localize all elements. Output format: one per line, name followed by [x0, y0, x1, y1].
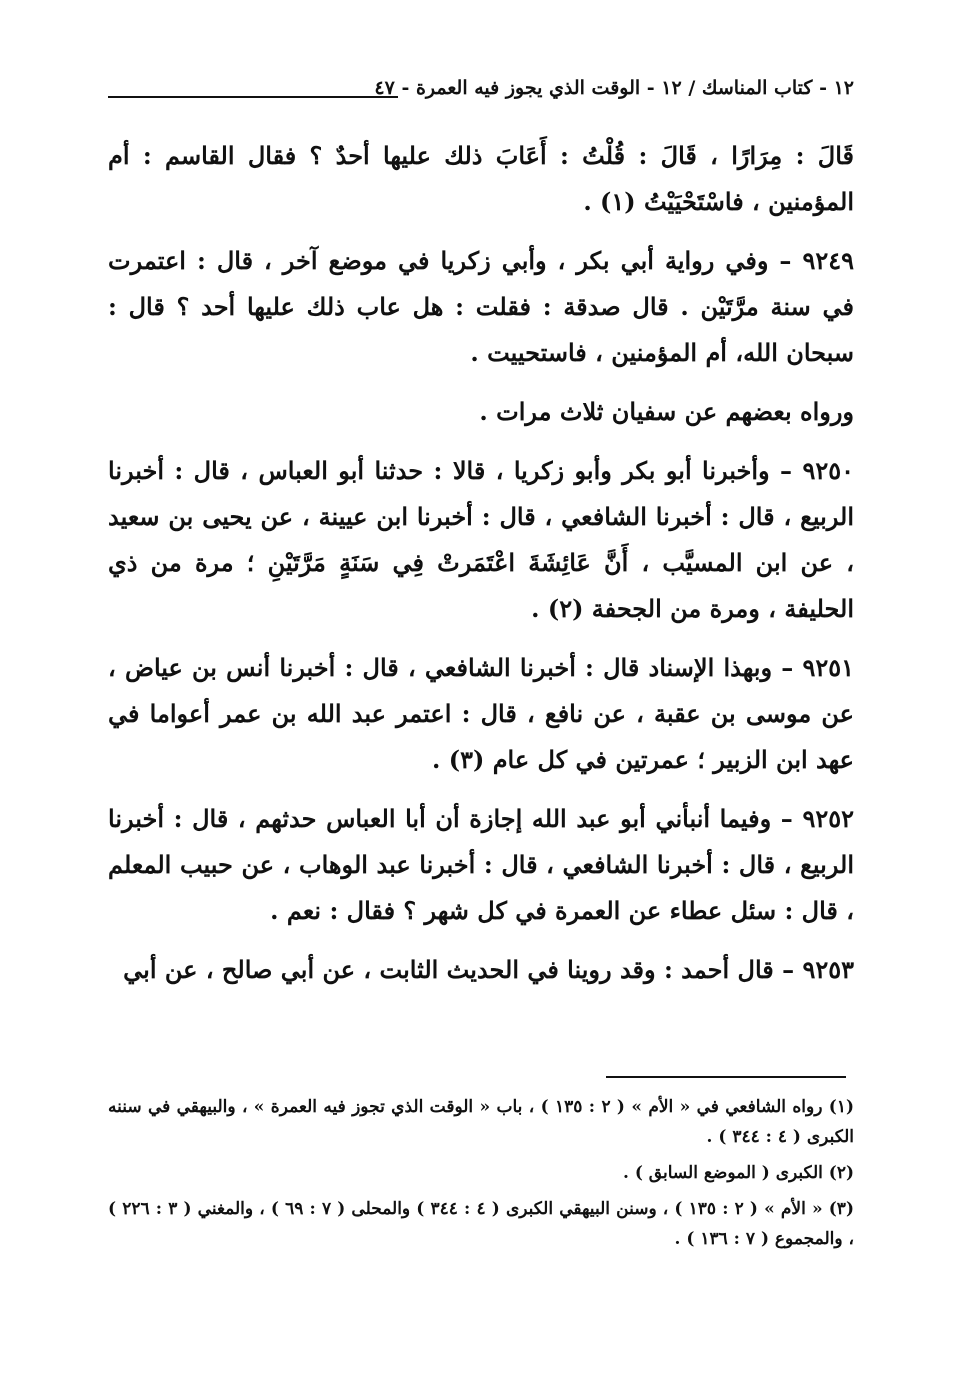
main-text — [108, 133, 854, 1006]
paragraph-9253: ٩٢٥٣ – قال أحمد : وقد روينا في الحديث الثابت ، عن أبي صالح ، عن أبي — [123, 955, 854, 984]
footnote-1: (١) رواه الشافعي في « الأم » ( ٢ : ١٣٥ ) ، باب « الوقت الذي تجوز فيه العمرة » ، والبيهقي في سننه الكبرى ( ٤ : ٣٤٤ ) . — [108, 1097, 855, 1147]
header-rule — [108, 96, 398, 98]
running-title: ١٢ - كتاب المناسك / ١٢ - الوقت الذي يجوز فيه العمرة - ٤٧ — [374, 77, 854, 99]
footnotes — [108, 1092, 854, 1260]
paragraph-9252: ٩٢٥٢ – وفيما أنبأني أبو عبد الله إجازة أن أبا العباس حدثهم ، قال : أخبرنا الربيع ، قال : أخبرنا الشافعي ، قال : أخبرنا عبد الوهاب ، عن حبيب المعلم ، قال : سئل عطاء عن العمرة في كل شهر ؟ فقال : نعم . — [108, 804, 854, 925]
paragraph-continuation: قَالَ : مِرَارًا ، قَالَ : قُلْتُ : أَعَابَ ذلك عليها أحدٌ ؟ فقال القاسم : أم المؤمنين ، فاسْتَحْيَيْتُ (١) . — [108, 141, 854, 216]
footnote-rule — [606, 1076, 846, 1078]
paragraph-9249: ٩٢٤٩ – وفي رواية أبي بكر ، وأبي زكريا في موضع آخر ، قال : اعتمرت في سنة مرَّتَيْن . قال صدقة : فقلت : هل عاب ذلك عليها أحد ؟ قال : سبحان الله، أم المؤمنين ، فاستحييت . — [108, 246, 854, 367]
footnote-2: (٢) الكبرى ( الموضع السابق ) . — [622, 1163, 854, 1183]
paragraph-9251: ٩٢٥١ – وبهذا الإسناد قال : أخبرنا الشافعي ، قال : أخبرنا أنس بن عياض ، عن موسى بن عقبة ، عن نافع ، قال : اعتمر عبد الله بن عمر أعواما في عهد ابن الزبير ؛ عمرتين في كل عام (٣) . — [108, 653, 854, 774]
page-header — [108, 72, 854, 112]
paragraph-9250: ٩٢٥٠ – وأخبرنا أبو بكر وأبو زكريا ، قالا : حدثنا أبو العباس ، قال : أخبرنا الربيع ، قال : أخبرنا الشافعي ، قال : أخبرنا ابن عيينة ، عن يحيى بن سعيد ، عن ابن المسيَّب ، أَنَّ عَائِشَةَ اعْتَمَرتْ فِي سَنَةٍ مَرَّتَيْنِ ؛ مرة من ذي الحليفة ، ومرة من الجحفة (٢) . — [108, 456, 854, 623]
paragraph-note: ورواه بعضهم عن سفيان ثلاث مرات . — [479, 397, 854, 426]
footnote-3: (٣) « الأم » ( ٢ : ١٣٥ ) ، وسنن البيهقي الكبرى ( ٤ : ٣٤٤ ) والمحلى ( ٧ : ٦٩ ) ، والمغني ( ٣ : ٢٢٦ ) ، والمجموع ( ٧ : ١٣٦ ) . — [108, 1199, 854, 1249]
